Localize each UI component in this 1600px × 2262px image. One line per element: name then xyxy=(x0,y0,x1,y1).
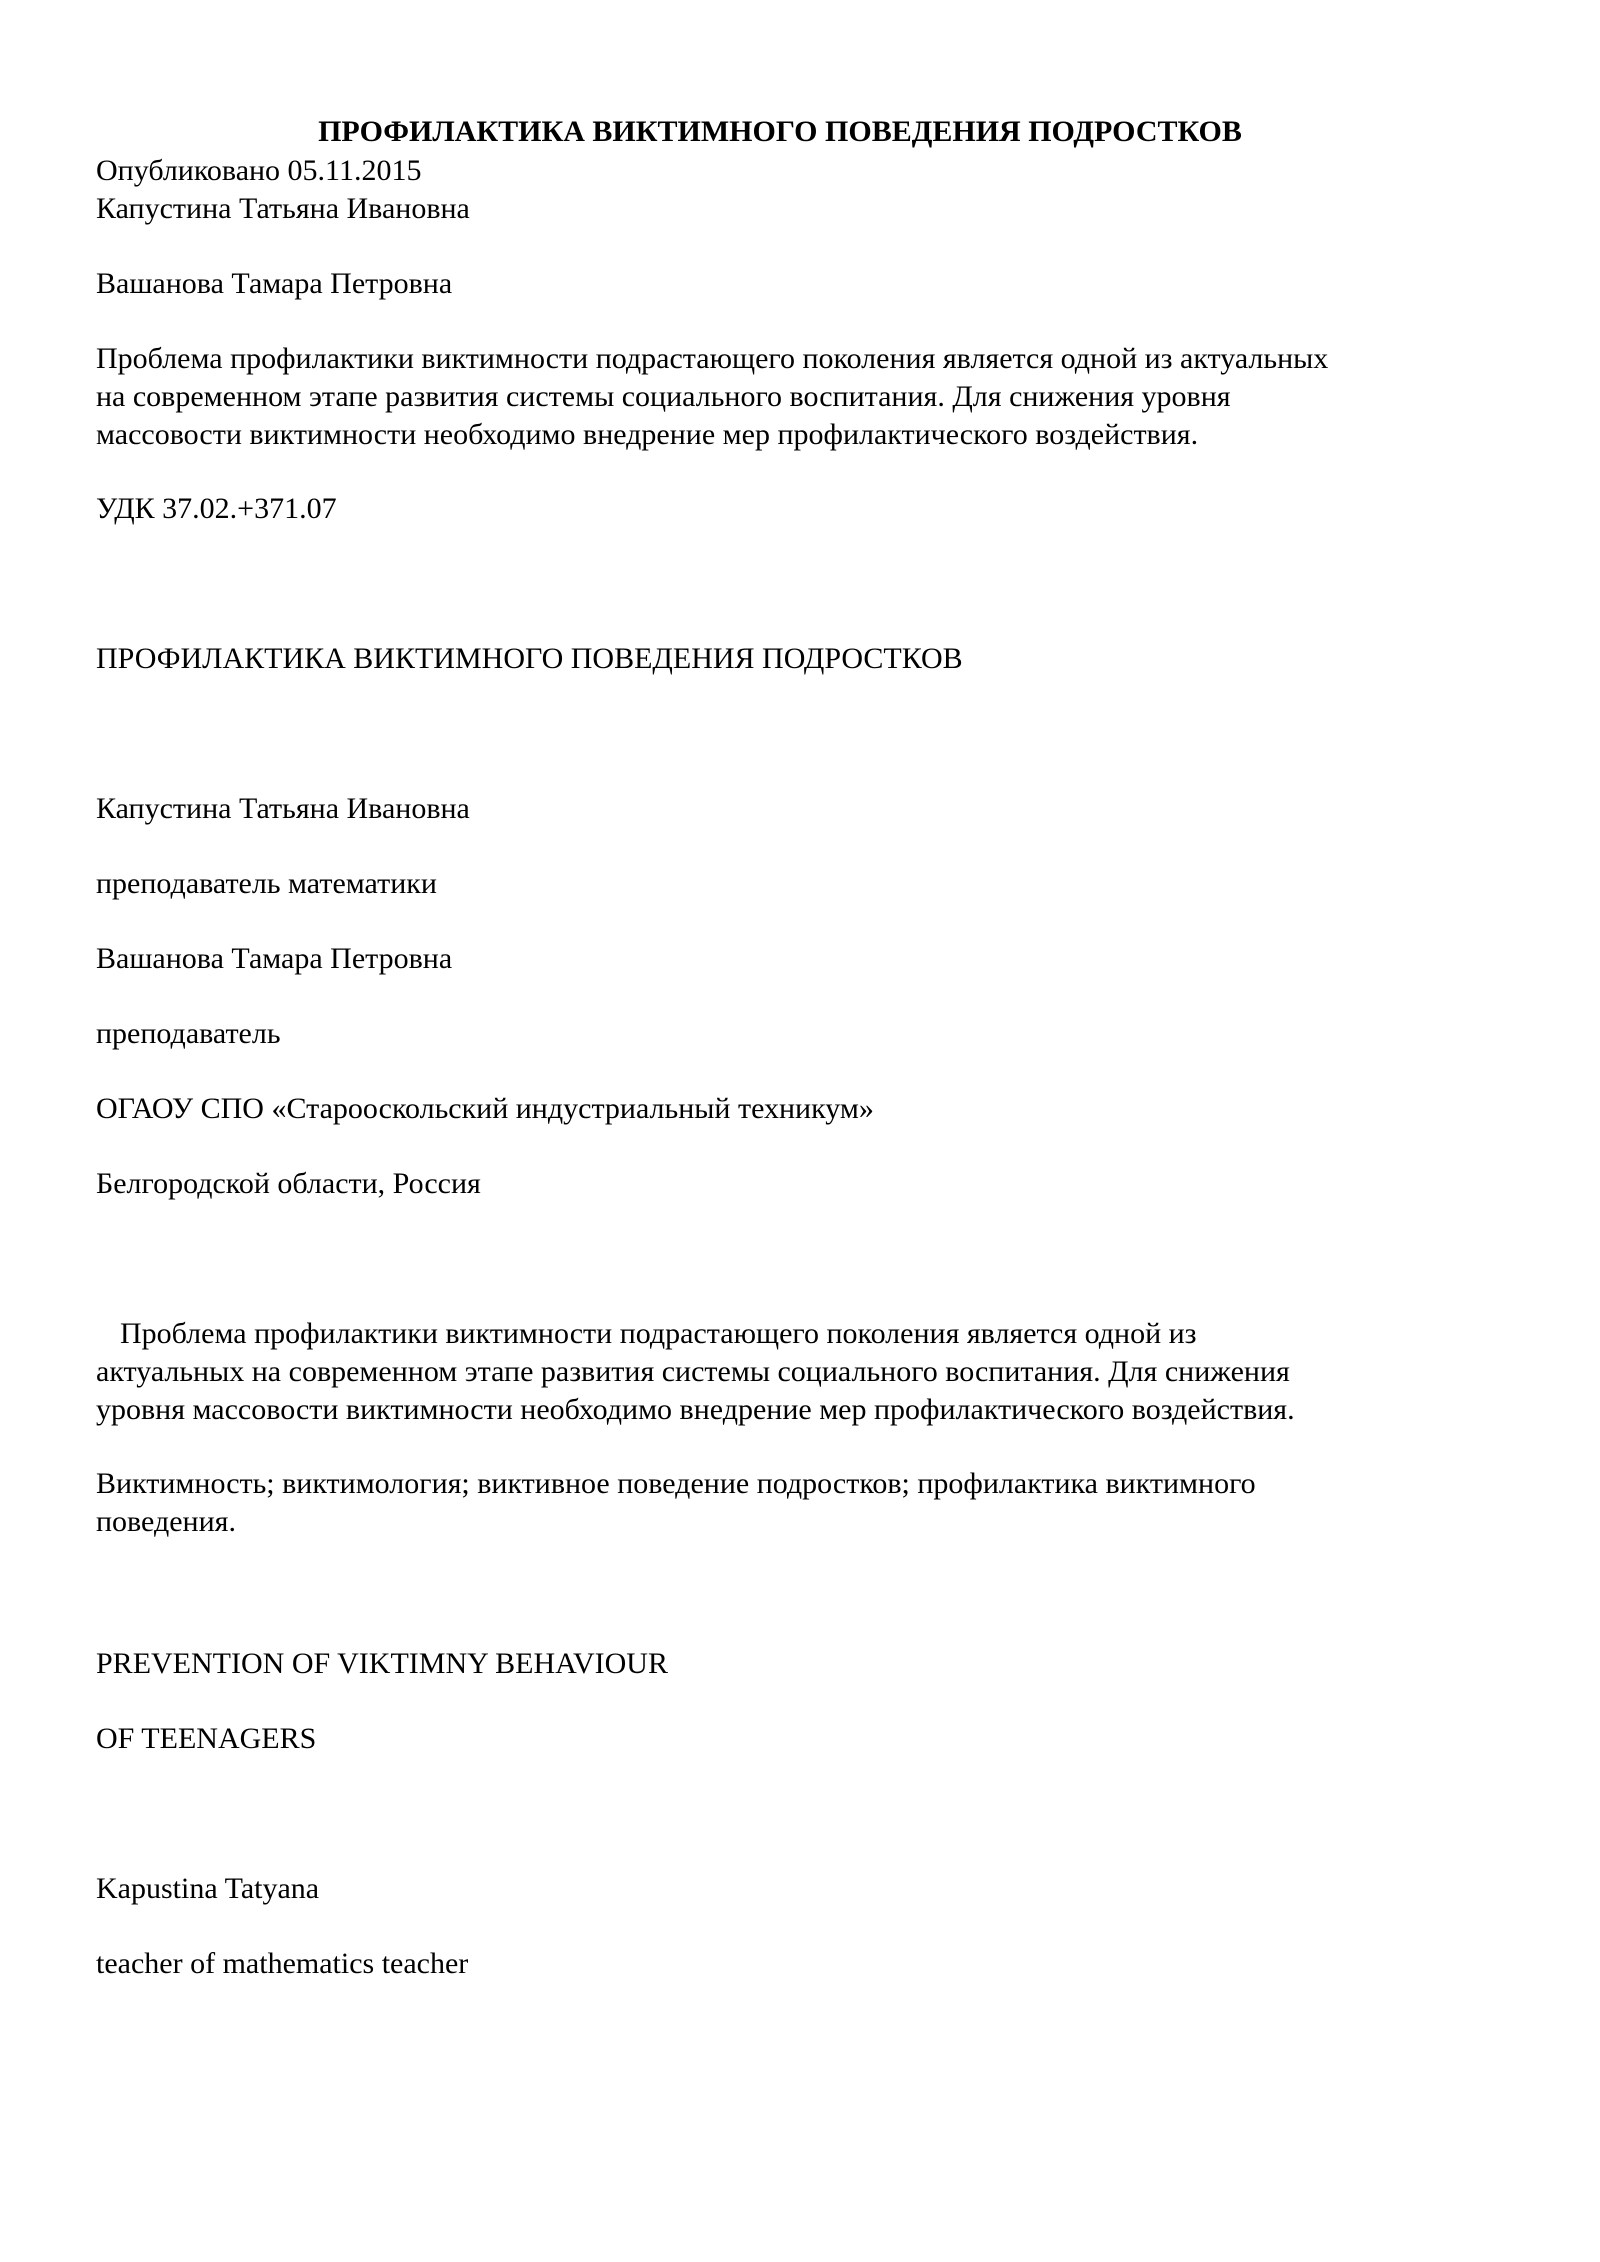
publication-date: Опубликовано 05.11.2015 xyxy=(96,154,422,187)
region: Белгородской области, Россия xyxy=(96,1167,481,1200)
english-title-line-1: PREVENTION OF VIKTIMNY BEHAVIOUR xyxy=(96,1647,668,1680)
english-title-line-2: OF TEENAGERS xyxy=(96,1722,317,1755)
summary-paragraph: Проблема профилактики виктимности подрастающего поколения является одной из актуальных на современном этапе развития системы социального воспитания. Для снижения уровня массовости виктимности необходимо внедрение мер профилактического воздействия. xyxy=(96,342,1329,451)
header-author-2: Вашанова Тамара Петровна xyxy=(96,267,453,300)
abstract-paragraph: Проблема профилактики виктимности подрастающего поколения является одной из актуальных на современном этапе развития системы социального воспитания. Для снижения уровня массовости виктимности необходимо внедрение мер профилактического воздействия. xyxy=(96,1317,1295,1426)
english-author-position: teacher of mathematics teacher xyxy=(96,1947,469,1980)
article-title: ПРОФИЛАКТИКА ВИКТИМНОГО ПОВЕДЕНИЯ ПОДРОСТКОВ xyxy=(96,642,963,675)
keywords: Виктимность; виктимология; виктивное поведение подростков; профилактика виктимного поведения. xyxy=(96,1467,1256,1538)
english-author-name: Kapustina Tatyana xyxy=(96,1872,320,1905)
udc-code: УДК 37.02.+371.07 xyxy=(96,492,337,525)
article-author-1-name: Капустина Татьяна Ивановна xyxy=(96,792,470,825)
article-author-1-position: преподаватель математики xyxy=(96,867,437,900)
header-author-1: Капустина Татьяна Ивановна xyxy=(96,192,470,225)
organization: ОГАОУ СПО «Старооскольский индустриальный техникум» xyxy=(96,1092,874,1125)
article-author-2-position: преподаватель xyxy=(96,1017,281,1050)
article-author-2-name: Вашанова Тамара Петровна xyxy=(96,942,453,975)
document-title: ПРОФИЛАКТИКА ВИКТИМНОГО ПОВЕДЕНИЯ ПОДРОСТКОВ xyxy=(318,115,1242,148)
